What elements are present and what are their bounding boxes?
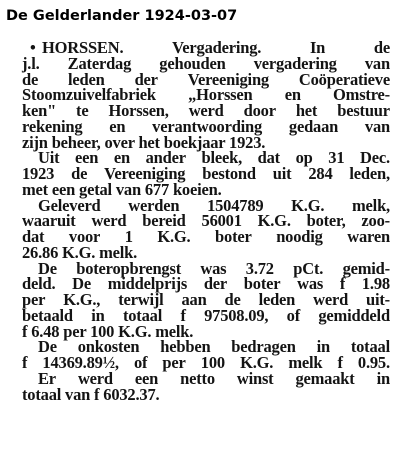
article-word: van (364, 53, 390, 73)
article-word: aan (181, 290, 207, 309)
article-word: K.G. (157, 227, 191, 246)
article-word: waaruit (22, 211, 76, 231)
article-word: op (295, 148, 313, 168)
article-word: boter (243, 274, 281, 294)
article-line (22, 384, 390, 404)
article-word: een (134, 368, 159, 388)
article-word: gemaakt (295, 368, 355, 388)
bullet-icon: • (30, 38, 36, 57)
article-word: K.G. (240, 353, 274, 372)
article-word: werd (188, 101, 224, 120)
article-word: Stoomzuivelfabriek (22, 85, 156, 105)
article-word: boter (215, 227, 252, 246)
article-word: Dec. (360, 148, 390, 168)
article-word: Geleverd (38, 195, 101, 215)
article-word: f (339, 274, 346, 294)
article-word: K.G. (291, 195, 325, 215)
article-word: bestuur (337, 101, 390, 120)
article-word: in (91, 305, 105, 325)
article-line-text: f 6.48 per 100 K.G. melk. (22, 321, 194, 341)
article-word: Coöperatieve (298, 69, 390, 89)
article-word: verantwoording (152, 116, 263, 136)
article-word: in (376, 368, 390, 388)
article-word: winst (236, 368, 274, 388)
article-word: f (180, 305, 186, 325)
article-word: of (286, 305, 301, 325)
article-word: 97508.09, (204, 305, 269, 325)
article-word: De (38, 337, 57, 357)
article-word: pCt. (293, 258, 324, 278)
article-word: totaal (122, 305, 163, 325)
article-word: door (243, 101, 276, 120)
article-word: werden (128, 195, 180, 215)
article-word: hebben (160, 337, 211, 357)
article-word: de (22, 69, 39, 89)
article-word: in (316, 337, 330, 357)
article-line-text: totaal van f 6032.37. (22, 384, 160, 404)
article-word: en (113, 148, 130, 168)
article-word: dat (257, 148, 280, 168)
article-word: melk, (352, 195, 390, 215)
article-word: per (162, 353, 186, 372)
article-word: was (297, 274, 324, 294)
article-line-text: met een getal van 677 koeien. (22, 179, 222, 199)
article-line-text: zijn beheer, over het boekjaar 1923. (22, 132, 266, 152)
article-word: en (284, 85, 301, 105)
article-word: leden, (349, 164, 390, 183)
article-word: 31 (328, 148, 345, 168)
article-word: leden (258, 290, 296, 309)
article-word: 1504789 (207, 195, 264, 215)
article-word: te (76, 101, 89, 120)
article-word: 14369.89½, (42, 353, 119, 372)
article-word: onkosten (77, 337, 140, 357)
article-word: 1923 (22, 164, 55, 183)
article-line-text: 26.86 K.G. melk. (22, 242, 138, 262)
article-word: van (364, 116, 390, 136)
article-word: 0.95. (357, 353, 390, 372)
article-word: melk (288, 353, 323, 372)
article-word: j.l. (22, 53, 40, 73)
article-word: Vergadering. (172, 38, 262, 57)
article-word: gemid- (342, 258, 390, 278)
article-word: 284 (308, 164, 333, 183)
article-word: 1 (124, 227, 133, 246)
article-word: 100 (200, 353, 225, 372)
article-word: gedaan (288, 116, 339, 136)
article-word: der (134, 69, 158, 89)
article-word: totaal (350, 337, 390, 357)
article-word: noodig (276, 227, 323, 246)
article-word: bereid (142, 211, 186, 231)
newspaper-title: De Gelderlander 1924-03-07 (6, 8, 238, 24)
article-word: werd (313, 290, 349, 309)
article-word: Omstre- (333, 85, 390, 105)
article-word: Er (38, 368, 56, 388)
article-word: HORSSEN. (42, 38, 124, 57)
article-word: 3.72 (245, 258, 274, 278)
article-word: De (38, 258, 57, 278)
article-word: per (22, 290, 46, 309)
article-word: De (72, 274, 91, 294)
article-word: ander (145, 148, 186, 168)
article-word: werd (91, 211, 127, 231)
article-word: bleek, (201, 148, 243, 168)
article-word: uit- (366, 290, 390, 309)
article-word: waren (347, 227, 390, 246)
article-word: was (200, 258, 227, 278)
article-word: de (373, 38, 390, 57)
article-word: f (337, 353, 343, 372)
article-word: de (71, 164, 88, 183)
article-word: voor (68, 227, 101, 246)
article-word: f (22, 353, 28, 372)
article-word: en (109, 116, 126, 136)
article-word: de (224, 290, 241, 309)
article-word: Zaterdag (67, 53, 132, 73)
article-word: boter, (306, 211, 346, 231)
article-word: bedragen (231, 337, 296, 357)
article-word: Vereeniging (104, 164, 186, 183)
article-word: ken" (22, 101, 57, 120)
article-word: K.G., (63, 290, 101, 309)
article-word: terwijl (118, 290, 164, 309)
article-word: 56001 (201, 211, 242, 231)
article-word: rekening (22, 116, 83, 136)
article-word: betaald (22, 305, 73, 325)
article-word: een (75, 148, 99, 168)
article-word: leden (68, 69, 105, 89)
article-word: Uit (38, 148, 60, 168)
article-word: zoo- (361, 211, 390, 231)
article-word: In (309, 38, 326, 57)
article-body (22, 40, 390, 402)
article-word: dat (22, 227, 45, 246)
article-word: 1.98 (361, 274, 390, 294)
article-word: of (133, 353, 148, 372)
article-word: vergadering (253, 53, 337, 73)
article-word: bestond (202, 164, 256, 183)
article-word: der (203, 274, 228, 294)
article-word: middelprijs (107, 274, 188, 294)
article-word: gemiddeld (318, 305, 390, 325)
article-word: Horssen, (108, 101, 169, 120)
article-word: boteropbrengst (76, 258, 181, 278)
article-word: Vereeniging (187, 69, 269, 89)
article-word: uit (272, 164, 292, 183)
article-word: netto (180, 368, 215, 388)
article-word: deld. (22, 274, 56, 294)
article-word: werd (77, 368, 113, 388)
article-word: K.G. (257, 211, 291, 231)
article-word: gehouden (159, 53, 226, 73)
article-word: „Horssen (188, 85, 253, 105)
article-word: het (295, 101, 318, 120)
